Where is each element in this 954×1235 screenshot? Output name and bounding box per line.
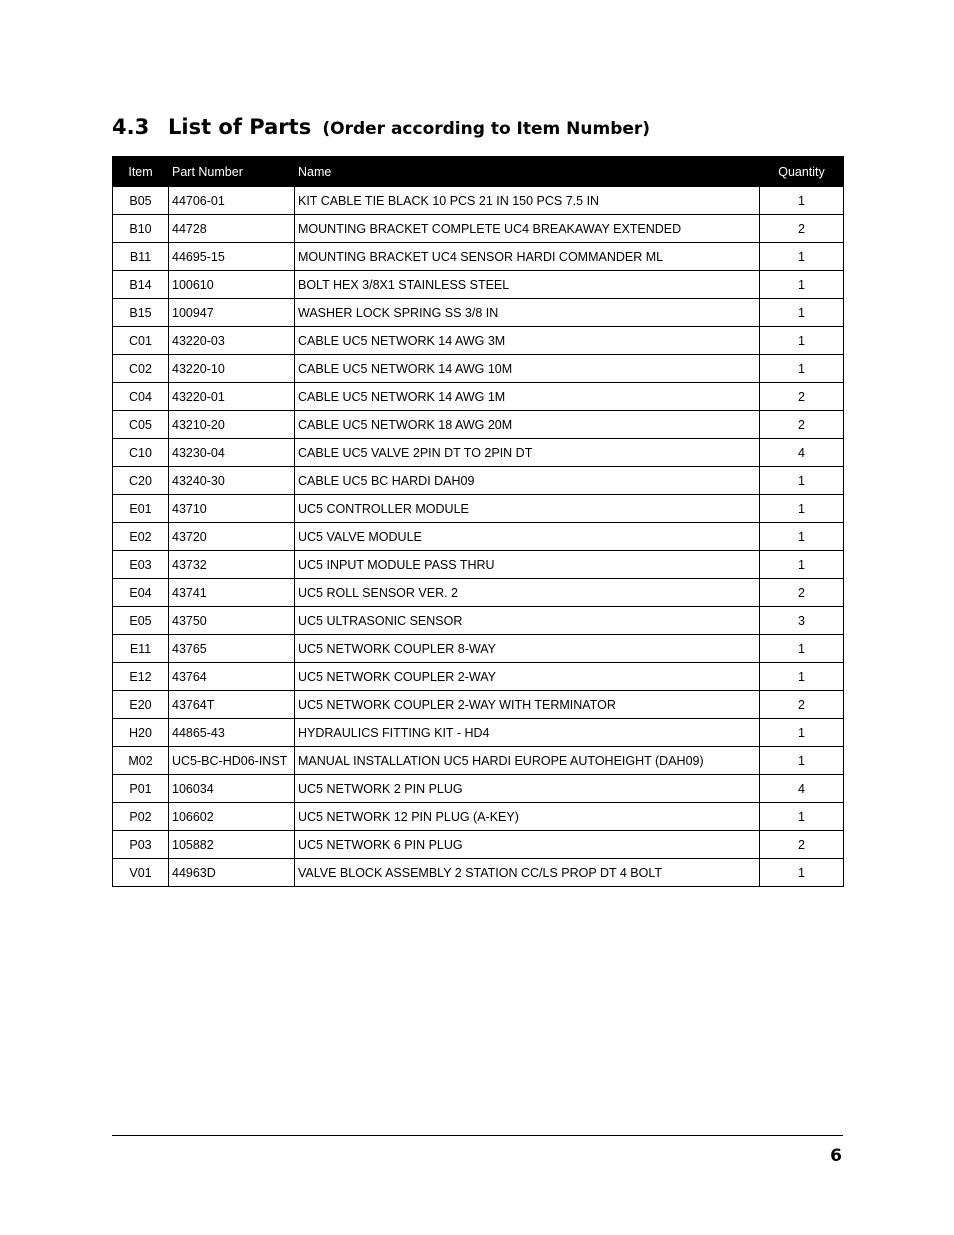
table-row [113, 719, 844, 747]
cell-item: E04 [113, 579, 169, 607]
cell-item: C01 [113, 327, 169, 355]
table-row [113, 383, 844, 411]
table-row [113, 747, 844, 775]
cell-part-number: 43750 [169, 607, 295, 635]
cell-name: UC5 NETWORK 6 PIN PLUG [295, 831, 760, 859]
cell-part-number: 44706-01 [169, 187, 295, 215]
cell-item: V01 [113, 859, 169, 887]
cell-item: B05 [113, 187, 169, 215]
cell-name: UC5 NETWORK COUPLER 2-WAY [295, 663, 760, 691]
cell-item: B11 [113, 243, 169, 271]
section-number: 4.3 [112, 115, 150, 139]
cell-item: M02 [113, 747, 169, 775]
cell-part-number: 43741 [169, 579, 295, 607]
cell-part-number: 43220-01 [169, 383, 295, 411]
cell-quantity: 1 [760, 299, 844, 327]
cell-name: UC5 ULTRASONIC SENSOR [295, 607, 760, 635]
cell-name: WASHER LOCK SPRING SS 3/8 IN [295, 299, 760, 327]
cell-name: UC5 NETWORK 12 PIN PLUG (A-KEY) [295, 803, 760, 831]
cell-part-number: 43220-10 [169, 355, 295, 383]
cell-quantity: 1 [760, 859, 844, 887]
table-row [113, 551, 844, 579]
cell-quantity: 1 [760, 271, 844, 299]
cell-name: UC5 NETWORK COUPLER 8-WAY [295, 635, 760, 663]
cell-name: CABLE UC5 NETWORK 14 AWG 10M [295, 355, 760, 383]
cell-quantity: 1 [760, 355, 844, 383]
cell-part-number: 43210-20 [169, 411, 295, 439]
table-row [113, 467, 844, 495]
cell-quantity: 1 [760, 803, 844, 831]
cell-quantity: 1 [760, 719, 844, 747]
cell-item: C02 [113, 355, 169, 383]
section-heading [112, 108, 650, 144]
cell-part-number: 44865-43 [169, 719, 295, 747]
cell-quantity: 3 [760, 607, 844, 635]
table-row [113, 803, 844, 831]
cell-quantity: 1 [760, 243, 844, 271]
cell-quantity: 2 [760, 691, 844, 719]
table-row [113, 775, 844, 803]
cell-item: P02 [113, 803, 169, 831]
cell-item: E20 [113, 691, 169, 719]
table-row [113, 579, 844, 607]
cell-item: P03 [113, 831, 169, 859]
cell-name: CABLE UC5 BC HARDI DAH09 [295, 467, 760, 495]
cell-item: B15 [113, 299, 169, 327]
cell-item: E03 [113, 551, 169, 579]
table-row [113, 663, 844, 691]
cell-name: HYDRAULICS FITTING KIT - HD4 [295, 719, 760, 747]
cell-name: UC5 INPUT MODULE PASS THRU [295, 551, 760, 579]
table-row [113, 355, 844, 383]
cell-part-number: 106034 [169, 775, 295, 803]
cell-part-number: 43764 [169, 663, 295, 691]
cell-quantity: 1 [760, 327, 844, 355]
cell-part-number: 43710 [169, 495, 295, 523]
header-row [113, 157, 844, 187]
table-row [113, 215, 844, 243]
cell-name: MOUNTING BRACKET UC4 SENSOR HARDI COMMANDER ML [295, 243, 760, 271]
cell-name: UC5 CONTROLLER MODULE [295, 495, 760, 523]
section-title: List of Parts [168, 115, 312, 139]
table-row [113, 691, 844, 719]
table-row [113, 523, 844, 551]
cell-quantity: 1 [760, 551, 844, 579]
parts-table-header [113, 157, 844, 187]
cell-quantity: 1 [760, 495, 844, 523]
header-item: Item [113, 157, 169, 187]
cell-name: CABLE UC5 NETWORK 14 AWG 3M [295, 327, 760, 355]
table-row [113, 243, 844, 271]
cell-quantity: 1 [760, 187, 844, 215]
table-row [113, 411, 844, 439]
cell-quantity: 2 [760, 579, 844, 607]
cell-item: B14 [113, 271, 169, 299]
cell-item: B10 [113, 215, 169, 243]
cell-part-number: 106602 [169, 803, 295, 831]
table-row [113, 495, 844, 523]
cell-quantity: 1 [760, 663, 844, 691]
cell-name: UC5 ROLL SENSOR VER. 2 [295, 579, 760, 607]
cell-quantity: 1 [760, 467, 844, 495]
cell-part-number: 43230-04 [169, 439, 295, 467]
cell-quantity: 2 [760, 215, 844, 243]
cell-item: C05 [113, 411, 169, 439]
cell-item: H20 [113, 719, 169, 747]
table-row [113, 831, 844, 859]
cell-quantity: 1 [760, 635, 844, 663]
cell-name: VALVE BLOCK ASSEMBLY 2 STATION CC/LS PROP DT 4 BOLT [295, 859, 760, 887]
cell-item: C20 [113, 467, 169, 495]
cell-name: UC5 NETWORK 2 PIN PLUG [295, 775, 760, 803]
cell-part-number: 100610 [169, 271, 295, 299]
header-quantity: Quantity [760, 157, 844, 187]
cell-part-number: UC5-BC-HD06-INST [169, 747, 295, 775]
footer-divider [112, 1135, 843, 1136]
cell-name: MOUNTING BRACKET COMPLETE UC4 BREAKAWAY EXTENDED [295, 215, 760, 243]
table-row [113, 635, 844, 663]
cell-quantity: 4 [760, 439, 844, 467]
cell-quantity: 1 [760, 747, 844, 775]
cell-item: E02 [113, 523, 169, 551]
cell-name: KIT CABLE TIE BLACK 10 PCS 21 IN 150 PCS 7.5 IN [295, 187, 760, 215]
parts-table-body [113, 187, 844, 887]
cell-quantity: 1 [760, 523, 844, 551]
cell-item: E01 [113, 495, 169, 523]
table-row [113, 271, 844, 299]
cell-part-number: 44728 [169, 215, 295, 243]
table-row [113, 859, 844, 887]
cell-item: C04 [113, 383, 169, 411]
cell-part-number: 44963D [169, 859, 295, 887]
cell-part-number: 105882 [169, 831, 295, 859]
table-row [113, 607, 844, 635]
header-name: Name [295, 157, 760, 187]
cell-quantity: 2 [760, 831, 844, 859]
cell-part-number: 43240-30 [169, 467, 295, 495]
cell-part-number: 43732 [169, 551, 295, 579]
table-row [113, 327, 844, 355]
table-row [113, 439, 844, 467]
cell-item: E11 [113, 635, 169, 663]
cell-item: C10 [113, 439, 169, 467]
cell-quantity: 2 [760, 383, 844, 411]
cell-name: CABLE UC5 VALVE 2PIN DT TO 2PIN DT [295, 439, 760, 467]
cell-part-number: 43764T [169, 691, 295, 719]
cell-item: E12 [113, 663, 169, 691]
cell-name: UC5 VALVE MODULE [295, 523, 760, 551]
section-subtitle: (Order according to Item Number) [322, 119, 651, 139]
cell-part-number: 43220-03 [169, 327, 295, 355]
cell-part-number: 43765 [169, 635, 295, 663]
cell-quantity: 2 [760, 411, 844, 439]
cell-item: P01 [113, 775, 169, 803]
cell-quantity: 4 [760, 775, 844, 803]
page-number: 6 [830, 1146, 842, 1166]
cell-part-number: 44695-15 [169, 243, 295, 271]
table-row [113, 299, 844, 327]
cell-name: CABLE UC5 NETWORK 18 AWG 20M [295, 411, 760, 439]
cell-part-number: 100947 [169, 299, 295, 327]
cell-name: BOLT HEX 3/8X1 STAINLESS STEEL [295, 271, 760, 299]
cell-part-number: 43720 [169, 523, 295, 551]
cell-name: MANUAL INSTALLATION UC5 HARDI EUROPE AUTOHEIGHT (DAH09) [295, 747, 760, 775]
cell-item: E05 [113, 607, 169, 635]
parts-table [112, 156, 844, 887]
cell-name: CABLE UC5 NETWORK 14 AWG 1M [295, 383, 760, 411]
table-row [113, 187, 844, 215]
header-part-number: Part Number [169, 157, 295, 187]
cell-name: UC5 NETWORK COUPLER 2-WAY WITH TERMINATOR [295, 691, 760, 719]
